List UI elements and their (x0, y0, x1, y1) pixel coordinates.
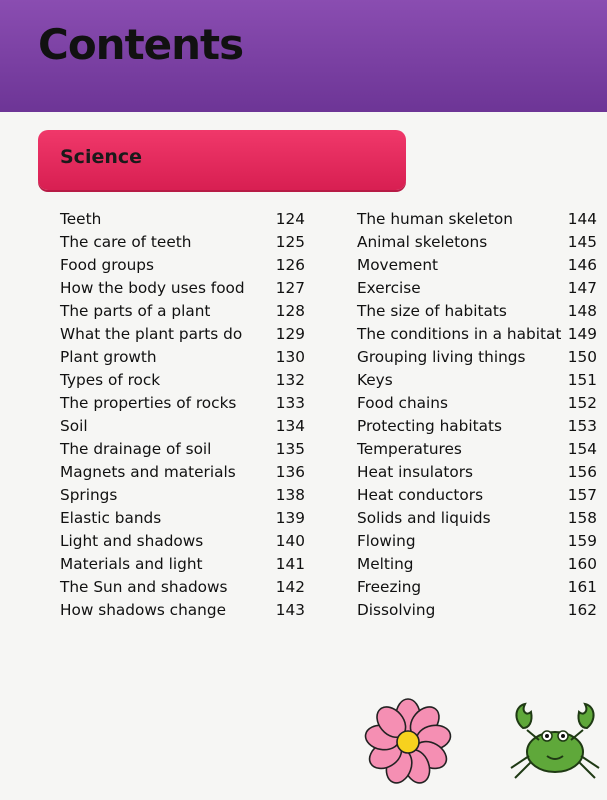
toc-page-number: 127 (275, 279, 305, 297)
toc-entry (60, 532, 305, 555)
toc-topic: The drainage of soil (60, 440, 212, 458)
toc-entry (357, 440, 597, 463)
toc-page-number: 161 (567, 578, 597, 596)
toc-entry (60, 578, 305, 601)
toc-page-number: 129 (275, 325, 305, 343)
toc-topic: Dissolving (357, 601, 436, 619)
toc-page-number: 156 (567, 463, 597, 481)
toc-page-number: 133 (275, 394, 305, 412)
toc-topic: Solids and liquids (357, 509, 491, 527)
toc-topic: Soil (60, 417, 88, 435)
toc-topic: Food groups (60, 256, 154, 274)
toc-topic: Food chains (357, 394, 448, 412)
toc-entry (357, 509, 597, 532)
toc-entry (357, 256, 597, 279)
page-title: Contents (38, 20, 244, 69)
toc-page-number: 125 (275, 233, 305, 251)
toc-entry (357, 302, 597, 325)
toc-entry (357, 233, 597, 256)
toc-topic: Movement (357, 256, 439, 274)
toc-entry (357, 210, 597, 233)
toc-topic: Flowing (357, 532, 416, 550)
toc-topic: Teeth (60, 210, 102, 228)
toc-page-number: 154 (567, 440, 597, 458)
toc-topic: Exercise (357, 279, 421, 297)
toc-page-number: 150 (567, 348, 597, 366)
toc-topic: Freezing (357, 578, 422, 596)
toc-entry (60, 210, 305, 233)
toc-topic: The Sun and shadows (60, 578, 228, 596)
toc-page-number: 157 (567, 486, 597, 504)
section-title: Science (60, 146, 143, 168)
toc-entry (357, 348, 597, 371)
toc-page-number: 151 (567, 371, 597, 389)
toc-topic: How shadows change (60, 601, 226, 619)
toc-topic: Temperatures (357, 440, 462, 458)
toc-page-number: 159 (567, 532, 597, 550)
toc-entry (357, 279, 597, 302)
toc-page-number: 138 (275, 486, 305, 504)
toc-entry (357, 371, 597, 394)
toc-entry (357, 463, 597, 486)
toc-page-number: 148 (567, 302, 597, 320)
toc-entry (357, 325, 597, 348)
toc-entry (60, 371, 305, 394)
crab-icon (505, 698, 605, 792)
contents-column-left (60, 210, 305, 624)
toc-entry (357, 578, 597, 601)
toc-entry (60, 601, 305, 624)
toc-page-number: 142 (275, 578, 305, 596)
toc-page-number: 134 (275, 417, 305, 435)
toc-page-number: 143 (275, 601, 305, 619)
toc-page-number: 132 (275, 371, 305, 389)
toc-page-number: 141 (275, 555, 305, 573)
toc-topic: How the body uses food (60, 279, 245, 297)
toc-entry (60, 394, 305, 417)
toc-page-number: 149 (567, 325, 597, 343)
toc-topic: What the plant parts do (60, 325, 243, 343)
contents-column-right (357, 210, 597, 624)
toc-entry (357, 532, 597, 555)
toc-page-number: 124 (275, 210, 305, 228)
toc-topic: Elastic bands (60, 509, 162, 527)
toc-entry (60, 256, 305, 279)
toc-page-number: 146 (567, 256, 597, 274)
flower-icon (358, 698, 458, 790)
toc-page-number: 152 (567, 394, 597, 412)
toc-page-number: 136 (275, 463, 305, 481)
toc-topic: The size of habitats (357, 302, 507, 320)
toc-page-number: 126 (275, 256, 305, 274)
toc-topic: The conditions in a habitat (357, 325, 562, 343)
toc-topic: Springs (60, 486, 118, 504)
toc-entry (60, 463, 305, 486)
toc-topic: Grouping living things (357, 348, 526, 366)
toc-entry (357, 486, 597, 509)
toc-entry (357, 555, 597, 578)
toc-entry (60, 509, 305, 532)
toc-page-number: 160 (567, 555, 597, 573)
toc-entry (60, 348, 305, 371)
toc-topic: Types of rock (60, 371, 161, 389)
toc-topic: Protecting habitats (357, 417, 502, 435)
toc-topic: The human skeleton (357, 210, 513, 228)
toc-entry (60, 440, 305, 463)
toc-entry (60, 417, 305, 440)
toc-page-number: 135 (275, 440, 305, 458)
toc-entry (60, 279, 305, 302)
toc-entry (357, 601, 597, 624)
toc-page-number: 145 (567, 233, 597, 251)
toc-page-number: 128 (275, 302, 305, 320)
toc-entry (60, 325, 305, 348)
toc-page-number: 153 (567, 417, 597, 435)
toc-topic: Keys (357, 371, 393, 389)
toc-topic: Magnets and materials (60, 463, 236, 481)
toc-topic: The care of teeth (60, 233, 192, 251)
toc-topic: Heat insulators (357, 463, 473, 481)
toc-topic: Heat conductors (357, 486, 484, 504)
toc-topic: Animal skeletons (357, 233, 488, 251)
toc-page-number: 162 (567, 601, 597, 619)
toc-page-number: 139 (275, 509, 305, 527)
toc-entry (60, 486, 305, 509)
toc-page-number: 147 (567, 279, 597, 297)
toc-entry (60, 555, 305, 578)
toc-entry (357, 417, 597, 440)
toc-topic: Materials and light (60, 555, 203, 573)
toc-page-number: 140 (275, 532, 305, 550)
toc-topic: Light and shadows (60, 532, 204, 550)
toc-entry (60, 233, 305, 256)
toc-topic: Melting (357, 555, 414, 573)
toc-entry (357, 394, 597, 417)
toc-page-number: 158 (567, 509, 597, 527)
toc-page-number: 130 (275, 348, 305, 366)
toc-topic: Plant growth (60, 348, 157, 366)
toc-topic: The parts of a plant (60, 302, 211, 320)
toc-page-number: 144 (567, 210, 597, 228)
toc-entry (60, 302, 305, 325)
toc-topic: The properties of rocks (60, 394, 237, 412)
section-banner (38, 130, 406, 190)
